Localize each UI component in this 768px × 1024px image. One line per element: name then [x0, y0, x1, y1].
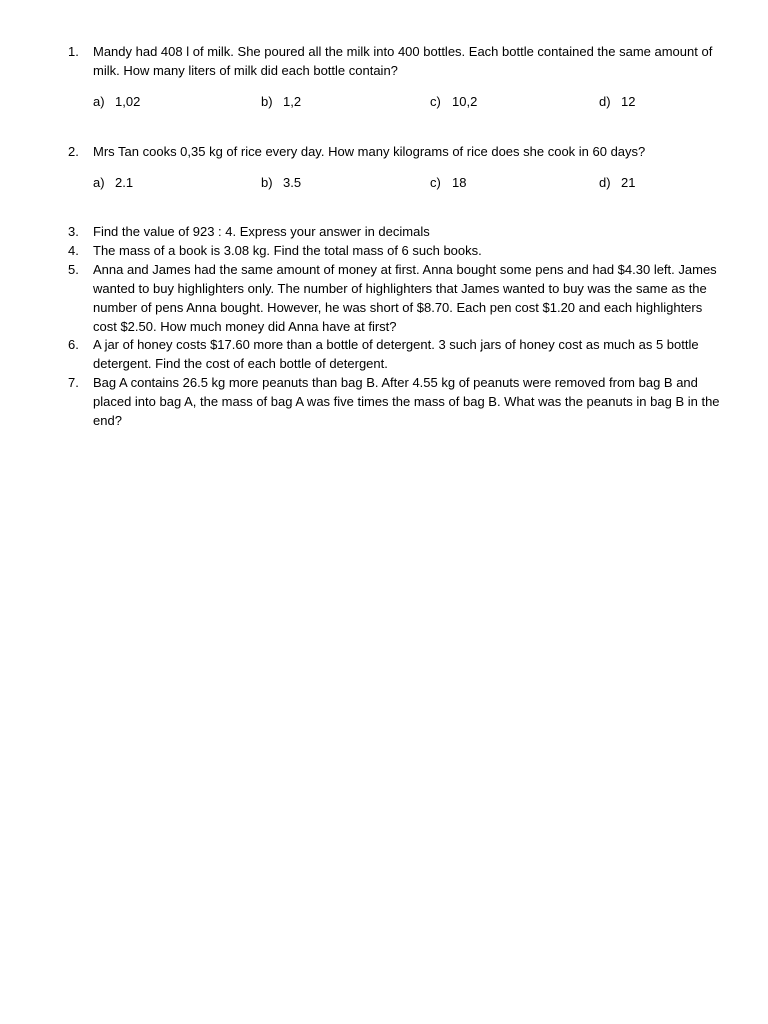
question-number: 1. [68, 44, 79, 59]
question-text: Mrs Tan cooks 0,35 kg of rice every day. How many kilograms of rice does she cook in 60 days? [93, 144, 646, 159]
question-text: Bag A contains 26.5 kg more peanuts than bag B. After 4.55 kg of peanuts were removed from bag B and placed into bag A, the mass of bag A was five times the mass of bag B. What was the peanuts in bag B in the end? [93, 375, 720, 428]
question-text: A jar of honey costs $17.60 more than a bottle of detergent. 3 such jars of honey cost as much as 5 bottle detergent. Find the cost of each bottle of detergent. [93, 337, 699, 371]
option-letter: b) [261, 94, 273, 109]
option-d [599, 92, 635, 111]
option-letter: d) [599, 175, 611, 190]
option-value: 3.5 [283, 175, 302, 190]
option-value: 12 [621, 94, 636, 109]
option-letter: a) [93, 175, 105, 190]
option-c [430, 173, 466, 192]
question-number: 4. [68, 243, 79, 258]
option-d [599, 173, 635, 192]
option-value: 18 [452, 175, 467, 190]
option-value: 1,2 [283, 94, 302, 109]
question-text: Find the value of 923 : 4. Express your answer in decimals [93, 224, 430, 239]
option-a [93, 173, 133, 192]
question-text: Anna and James had the same amount of money at first. Anna bought some pens and had $4.30 left. James wanted to buy highlighters only. The number of highlighters that James wanted to buy was the same as the number of pens Anna bought. However, he was short of $8.70. Each pen cost $1.20 and each highlighters cost $2.50. How much money did Anna have at first? [93, 262, 717, 334]
option-b [261, 173, 301, 192]
option-letter: d) [599, 94, 611, 109]
option-value: 10,2 [452, 94, 478, 109]
question-2-options [93, 173, 653, 192]
option-c [430, 92, 477, 111]
option-value: 1,02 [115, 94, 141, 109]
option-letter: b) [261, 175, 273, 190]
option-letter: c) [430, 94, 441, 109]
question-1-options [93, 92, 653, 111]
question-number: 5. [68, 262, 79, 277]
question-text: Mandy had 408 l of milk. She poured all the milk into 400 bottles. Each bottle contained the same amount of milk. How many liters of milk did each bottle contain? [93, 44, 713, 78]
option-letter: a) [93, 94, 105, 109]
question-number: 3. [68, 224, 79, 239]
option-b [261, 92, 301, 111]
question-number: 2. [68, 144, 79, 159]
question-text: The mass of a book is 3.08 kg. Find the total mass of 6 such books. [93, 243, 482, 258]
option-letter: c) [430, 175, 441, 190]
question-number: 7. [68, 375, 79, 390]
option-value: 21 [621, 175, 636, 190]
question-number: 6. [68, 337, 79, 352]
option-a [93, 92, 140, 111]
option-value: 2.1 [115, 175, 134, 190]
